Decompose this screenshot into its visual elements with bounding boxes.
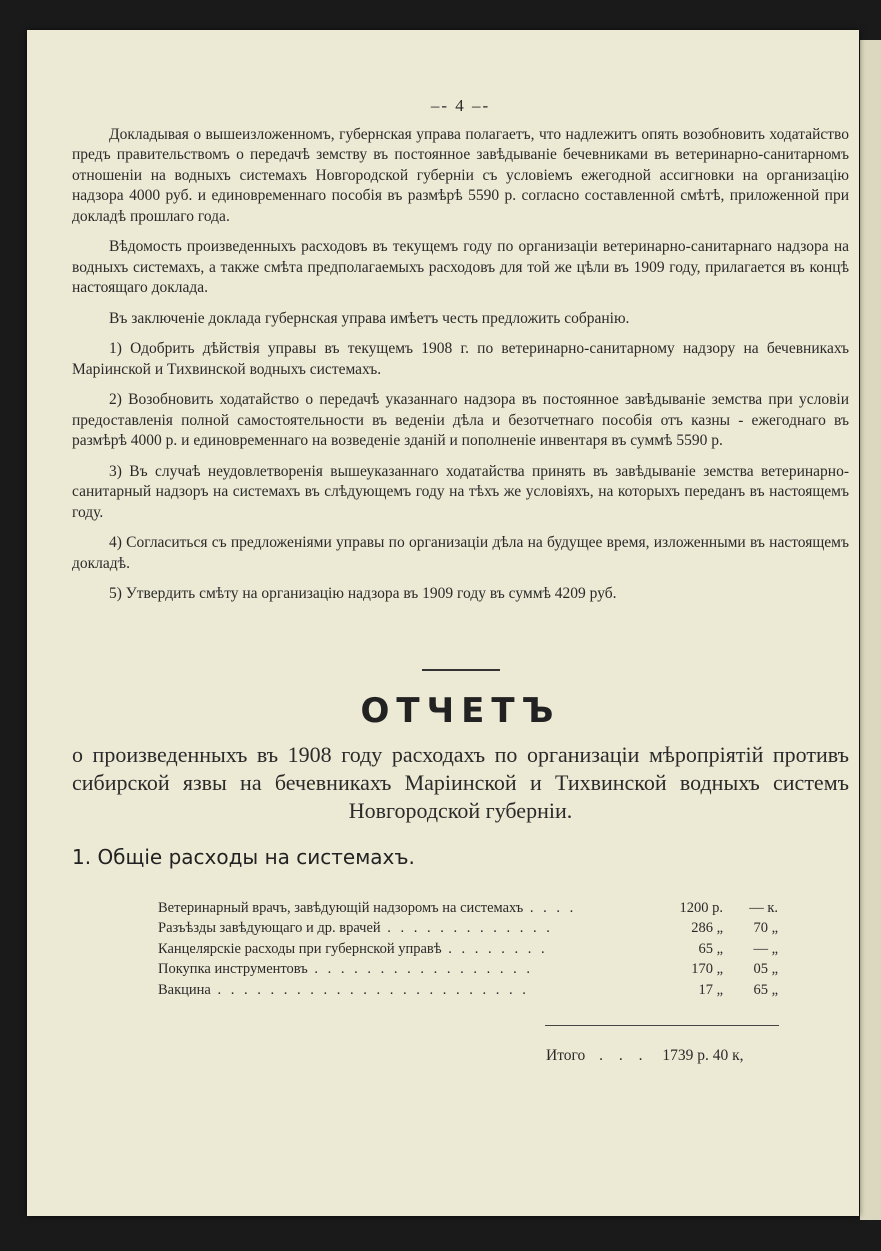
paragraph: Докладывая о вышеизложенномъ, губернская управа полагаетъ, что надлежитъ опять возобновить ходатайство предъ правительствомъ о передачѣ земству въ постоянное завѣдываніе бечевниками въ ветеринарно-санитарномъ отношеніи на водныхъ системахъ Новгородской губерніи съ условіемъ ежегодной ассигновки на организацію надзора 4000 руб. и единовременнаго пособія въ размѣрѣ 5590 р. согласно составленной смѣтѣ, приложенной при докладѣ прошлаго года. <box>72 125 849 225</box>
adjacent-page-edge <box>860 40 881 1220</box>
paragraph: Вѣдомость произведенныхъ расходовъ въ текущемъ году по организаціи ветеринарно-санитарнаго надзора на водныхъ системахъ, а также смѣта предполагаемыхъ расходовъ для той же цѣли въ 1909 году, прилагается въ концѣ настоящаго доклада. <box>72 238 849 296</box>
table-row: Покупка инструментовъ . . . . . . . . . . . . . . . . . 170 „ 05 „ <box>158 959 778 980</box>
table-row: Вакцина . . . . . . . . . . . . . . . . . . . . . . . . 17 „ 65 „ <box>158 980 778 1001</box>
expense-rubles: 286 „ <box>691 920 723 936</box>
report-title: ОТЧЕТЪ <box>360 690 561 731</box>
expense-kopecks: 70 „ <box>753 920 778 936</box>
resolution-item: 2) Возобновить ходатайство о передачѣ указаннаго надзора въ постоянное завѣдываніе земства при условіи предоставленія полной самостоятельности въ веденіи дѣла и безотчетнаго пособія отъ казны - ежегоднаго въ размѣрѣ 4000 р. и единовременнаго на возведеніе зданій и пополненіе инвентаря въ суммѣ 5590 р. <box>72 391 849 449</box>
expense-kopecks: 65 „ <box>753 981 778 998</box>
expense-kopecks: — к. <box>749 899 778 916</box>
expense-rubles: 65 „ <box>698 940 723 957</box>
expense-kopecks: 05 „ <box>753 961 778 977</box>
resolution-item: 4) Согласиться съ предложеніями управы по организаціи дѣла на будущее время, изложенными въ настоящемъ докладѣ. <box>72 534 849 572</box>
paragraph: Въ заключеніе доклада губернская управа имѣетъ честь предложить собранію. <box>109 309 630 327</box>
expense-rubles: 17 „ <box>698 981 723 998</box>
resolution-item: 1) Одобрить дѣйствія управы въ текущемъ 1908 г. по ветеринарно-санитарному надзору на бечевникахъ Маріинской и Тихвинской водныхъ системахъ. <box>72 340 849 378</box>
expense-item: Ветеринарный врачъ, завѣдующій надзоромъ на системахъ <box>158 899 524 916</box>
section-divider <box>422 669 500 671</box>
page-content <box>72 90 849 1067</box>
table-row: Разъѣзды завѣдующаго и др. врачей . . . . . . . . . . . . . 286 „ 70 „ <box>158 918 778 939</box>
total-divider <box>545 1025 779 1026</box>
resolution-item: 5) Утвердить смѣту на организацію надзора въ 1909 году въ суммѣ 4209 руб. <box>109 585 617 602</box>
total-value: 1739 р. 40 к, <box>662 1047 744 1064</box>
expense-item: Покупка инструментовъ <box>158 961 308 977</box>
total-row: Итого . . . 1739 р. 40 к, <box>546 1046 849 1067</box>
expense-item: Вакцина <box>158 981 211 998</box>
total-label: Итого <box>546 1047 586 1064</box>
section-heading: 1. Общіе расходы на системахъ. <box>72 845 415 869</box>
report-subtitle: о произведенныхъ въ 1908 году расходахъ по организаціи мѣропріятій противъ сибирской язвы на бечевникахъ Маріинской и Тихвинской водныхъ системъ Новгородской губерніи. <box>72 742 849 823</box>
table-row: Канцелярскіе расходы при губернской управѣ . . . . . . . . 65 „ — „ <box>158 939 778 960</box>
page-number: –- 4 –- <box>430 96 491 115</box>
resolution-item: 3) Въ случаѣ неудовлетворенія вышеуказаннаго ходатайства принять въ завѣдываніе земства ветеринарно-санитарный надзоръ на системахъ въ слѣдующемъ году на тѣхъ же условіяхъ, на которыхъ переданъ въ настоящемъ году. <box>72 462 849 521</box>
expenses-table <box>158 898 778 1001</box>
expense-kopecks: — „ <box>753 940 778 957</box>
document-page <box>27 30 859 1216</box>
expense-rubles: 170 „ <box>691 961 723 977</box>
expense-item: Разъѣзды завѣдующаго и др. врачей <box>158 920 381 936</box>
expense-item: Канцелярскіе расходы при губернской управѣ <box>158 940 442 957</box>
table-row: Ветеринарный врачъ, завѣдующій надзоромъ на системахъ . . . . 1200 р. — к. <box>158 898 778 919</box>
expense-rubles: 1200 р. <box>679 899 723 916</box>
